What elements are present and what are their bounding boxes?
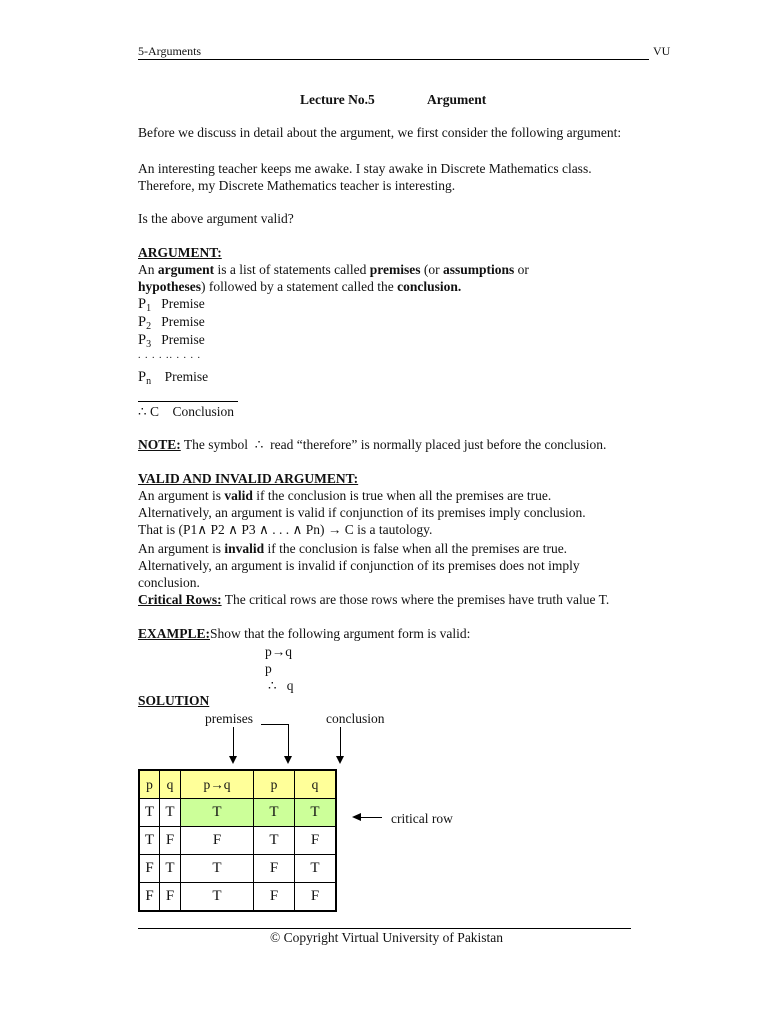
invalid-alternative: Alternatively, an argument is invalid if conjunction of its premises does not imply — [138, 558, 580, 573]
premise-n: $P_n$ Premise — [138, 369, 209, 387]
table-cell: T — [181, 855, 254, 883]
table-cell: F — [160, 827, 181, 855]
argument-heading: ARGUMENT: — [138, 245, 222, 260]
truth-table — [138, 769, 337, 912]
example-argument-line-2: Therefore, my Discrete Mathematics teacher is interesting. — [138, 178, 456, 193]
arrow-to-p-column — [288, 724, 289, 757]
argument-form-premise-2: p — [265, 661, 272, 676]
table-cell: F — [181, 827, 254, 855]
table-cell: T — [160, 799, 181, 827]
argument-form-conclusion: ∴ q — [268, 678, 294, 693]
note-line: NOTE: The symbol ∴ read “therefore” is normally placed just before the conclusion. — [138, 437, 607, 452]
footer-copyright: © Copyright Virtual University of Pakistan — [270, 930, 504, 945]
solution-heading: SOLUTION — [138, 693, 210, 708]
argument-form-premise-1: p→q — [265, 644, 292, 659]
table-cell: F — [139, 855, 160, 883]
example-line: EXAMPLE:Show that the following argument form is valid: — [138, 626, 471, 641]
table-header-cell: q — [295, 770, 337, 799]
intro-text: Before we discuss in detail about the argument, we first consider the following argument: — [138, 125, 622, 140]
table-cell: T — [139, 827, 160, 855]
premises-label: premises — [205, 711, 253, 726]
table-cell: T — [254, 799, 295, 827]
arrow-to-q-column — [340, 727, 341, 757]
table-cell: F — [254, 883, 295, 912]
premise-divider — [138, 401, 238, 402]
header-section-label: 5-Arguments — [138, 44, 202, 58]
example-argument-line-1: An interesting teacher keeps me awake. I stay awake in Discrete Mathematics class. — [138, 161, 592, 176]
arrow-head-q — [336, 756, 344, 764]
arrow-head-pq — [229, 756, 237, 764]
question-text: Is the above argument valid? — [138, 211, 294, 226]
premise-ellipsis: . . . . .. . . . . — [138, 350, 201, 361]
table-row — [139, 827, 336, 855]
conclusion-line: ∴ C Conclusion — [138, 404, 234, 419]
critical-row-arrow — [360, 817, 382, 818]
table-cell: T — [295, 855, 337, 883]
premises-bracket-line — [261, 724, 288, 725]
table-header-row — [139, 770, 336, 799]
valid-definition: An argument is valid if the conclusion is true when all the premises are true. — [138, 488, 552, 503]
invalid-alternative-cont: conclusion. — [138, 575, 200, 590]
premise-3: $P_3$ Premise — [138, 332, 205, 350]
valid-invalid-heading: VALID AND INVALID ARGUMENT: — [138, 471, 359, 486]
premise-1: $P_1$ Premise — [138, 296, 205, 314]
lecture-number: Lecture No.5 — [300, 92, 375, 107]
premise-2: $P_2$ Premise — [138, 314, 205, 332]
table-cell: T — [160, 855, 181, 883]
critical-rows-definition: Critical Rows: The critical rows are those rows where the premises have truth value T. — [138, 592, 610, 607]
header-rule — [138, 59, 649, 60]
conclusion-label: conclusion — [326, 711, 385, 726]
table-cell: F — [160, 883, 181, 912]
arrow-head-p — [284, 756, 292, 764]
table-cell: T — [181, 883, 254, 912]
footer-rule — [138, 928, 631, 929]
argument-definition-line-2: hypotheses) followed by a statement called the conclusion. — [138, 279, 462, 294]
table-header-cell: p — [254, 770, 295, 799]
table-header-cell: p→q — [181, 770, 254, 799]
lecture-topic: Argument — [427, 92, 487, 107]
argument-definition-line-1: An argument is a list of statements called premises (or assumptions or — [138, 262, 529, 277]
valid-alternative: Alternatively, an argument is valid if conjunction of its premises imply conclusion. — [138, 505, 586, 520]
critical-row-label: critical row — [391, 811, 453, 826]
table-row — [139, 883, 336, 912]
table-cell: F — [295, 827, 337, 855]
table-cell: T — [254, 827, 295, 855]
invalid-definition: An argument is invalid if the conclusion is false when all the premises are true. — [138, 541, 568, 556]
valid-tautology: That is (P1∧ P2 ∧ P3 ∧ . . . ∧ Pn) → C is a tautology. — [138, 522, 433, 537]
table-cell: T — [139, 799, 160, 827]
table-row — [139, 855, 336, 883]
table-row-critical — [139, 799, 336, 827]
table-header-cell: p — [139, 770, 160, 799]
table-cell: T — [181, 799, 254, 827]
table-cell: T — [295, 799, 337, 827]
header-vu-label: VU — [653, 44, 671, 58]
table-cell: F — [254, 855, 295, 883]
table-cell: F — [139, 883, 160, 912]
table-cell: F — [295, 883, 337, 912]
arrow-to-pq-column — [233, 727, 234, 757]
table-header-cell: q — [160, 770, 181, 799]
